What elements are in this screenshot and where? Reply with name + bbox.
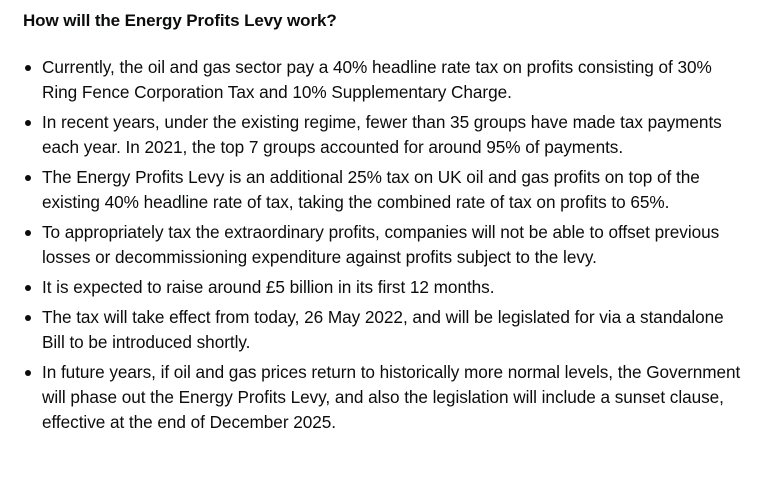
list-item: In future years, if oil and gas prices return to historically more normal levels, the Government will phase out the Energy Profits Levy, and also the legislation will include a sunset clause, effective at the end of December 2025. [23, 360, 742, 435]
list-item: In recent years, under the existing regime, fewer than 35 groups have made tax payments each year. In 2021, the top 7 groups accounted for around 95% of payments. [23, 110, 742, 160]
section-heading: How will the Energy Profits Levy work? [23, 11, 337, 30]
list-item: The Energy Profits Levy is an additional 25% tax on UK oil and gas profits on top of the existing 40% headline rate of tax, taking the combined rate of tax on profits to 65%. [23, 165, 742, 215]
bullet-list [23, 55, 742, 435]
list-item: To appropriately tax the extraordinary profits, companies will not be able to offset previous losses or decommissioning expenditure against profits subject to the levy. [23, 220, 742, 270]
list-item: It is expected to raise around £5 billion in its first 12 months. [23, 275, 742, 300]
list-item: Currently, the oil and gas sector pay a 40% headline rate tax on profits consisting of 30% Ring Fence Corporation Tax and 10% Supplementary Charge. [23, 55, 742, 105]
list-item: The tax will take effect from today, 26 May 2022, and will be legislated for via a standalone Bill to be introduced shortly. [23, 305, 742, 355]
